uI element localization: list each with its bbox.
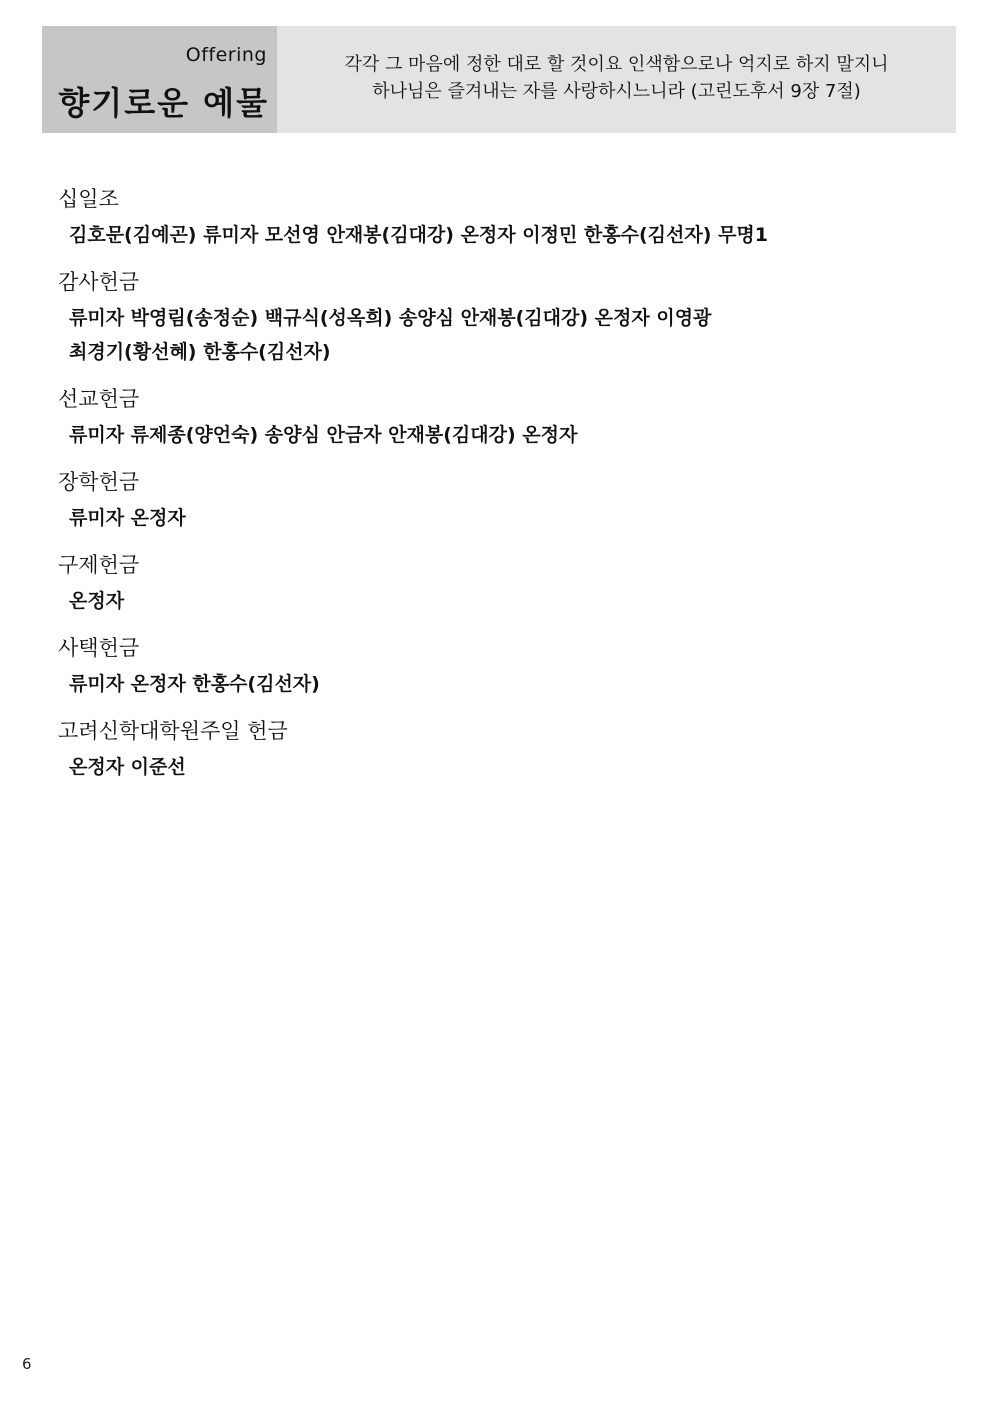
- page-number: 6: [22, 1355, 32, 1373]
- names-line: 김호문(김예곤) 류미자 모선영 안재봉(김대강) 온정자 이정민 한홍수(김선자) 무명1: [69, 224, 768, 246]
- header-subtitle: Offering: [185, 44, 267, 66]
- names-line: 류미자 온정자: [69, 507, 186, 529]
- names-line: 최경기(황선혜) 한홍수(김선자): [69, 341, 331, 363]
- section-names: [58, 218, 938, 252]
- section-title: 사택헌금: [58, 636, 140, 660]
- section-title: 구제헌금: [58, 553, 140, 577]
- names-line: 류미자 박영림(송정순) 백규식(성옥희) 송양심 안재봉(김대강) 온정자 이영광: [69, 307, 712, 329]
- section-names: [58, 750, 938, 784]
- offering-list: [58, 184, 938, 799]
- names-line: 온정자: [69, 590, 125, 612]
- section-title: 십일조: [58, 187, 119, 211]
- section-title: 선교헌금: [58, 387, 140, 411]
- header-title-block: [42, 26, 277, 133]
- verse-line-2: 하나님은 즐겨내는 자를 사랑하시느니라 (고린도후서 9장 7절): [372, 80, 861, 102]
- section-names: [58, 667, 938, 701]
- section-names: [58, 301, 938, 369]
- section-title: 장학헌금: [58, 470, 140, 494]
- section-names: [58, 418, 938, 452]
- section-parsonage: [58, 633, 938, 701]
- page-header: [42, 26, 956, 133]
- section-mission: [58, 384, 938, 452]
- bible-verse: [277, 26, 956, 133]
- verse-line-1: 각각 그 마음에 정한 대로 할 것이요 인색함으로나 억지로 하지 말지니: [344, 53, 889, 75]
- page-title: 향기로운 예물: [58, 84, 269, 122]
- section-tithe: [58, 184, 938, 252]
- section-names: [58, 501, 938, 535]
- section-seminary-sunday: [58, 716, 938, 784]
- section-scholarship: [58, 467, 938, 535]
- names-line: 류미자 류제종(양언숙) 송양심 안금자 안재봉(김대강) 온정자: [69, 424, 578, 446]
- names-line: 류미자 온정자 한홍수(김선자): [69, 673, 320, 695]
- section-names: [58, 584, 938, 618]
- section-title: 감사헌금: [58, 270, 140, 294]
- section-title: 고려신학대학원주일 헌금: [58, 719, 288, 743]
- section-thanksgiving: [58, 267, 938, 369]
- section-relief: [58, 550, 938, 618]
- names-line: 온정자 이준선: [69, 756, 186, 778]
